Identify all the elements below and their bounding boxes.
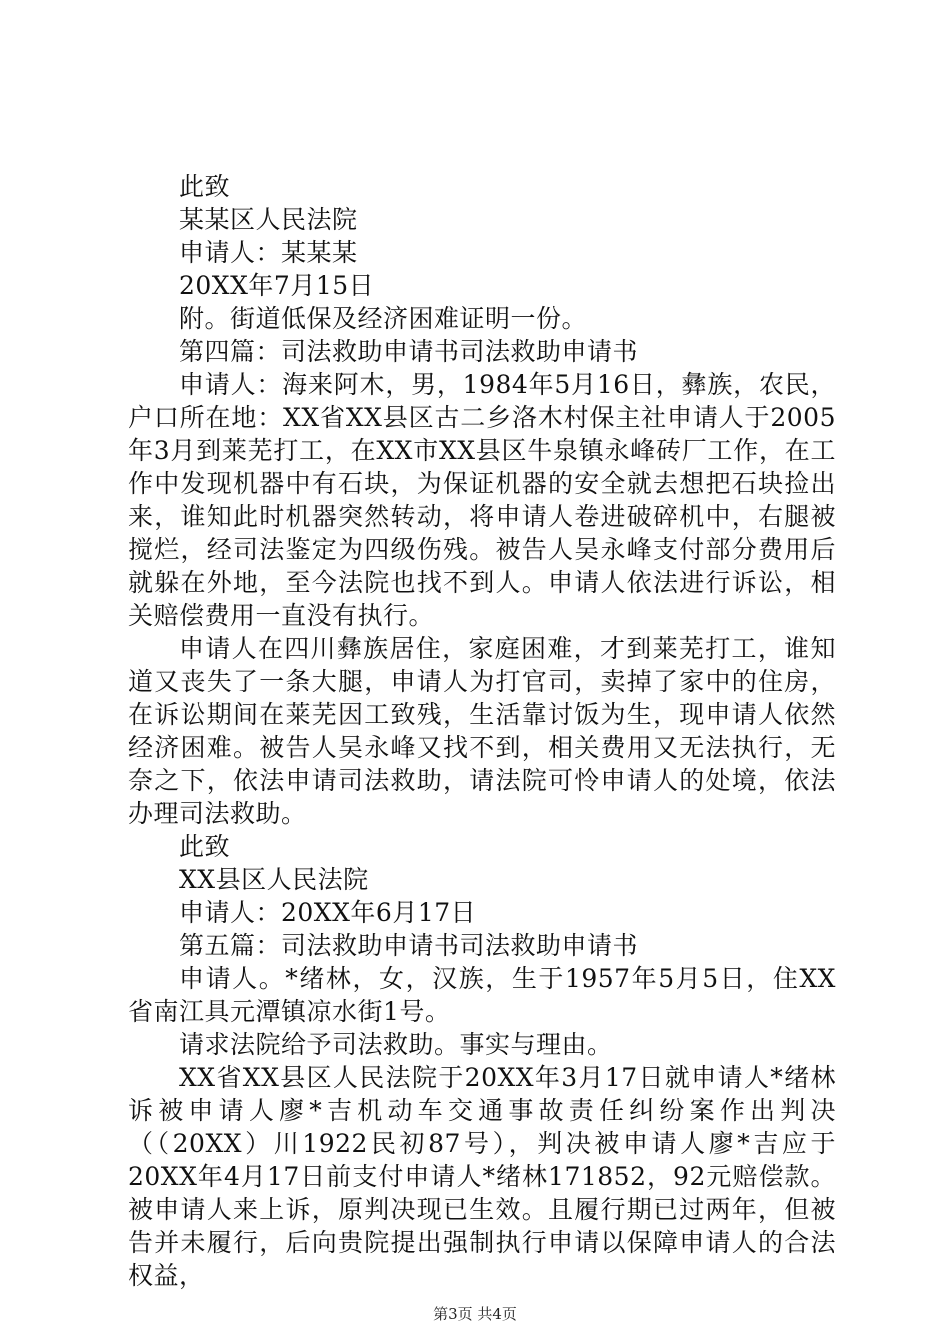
salutation-line: 此致 — [179, 172, 231, 201]
date-line: 20XX年7月15日 — [179, 271, 375, 300]
paragraph-facts-1: 申请人：海来阿木，男，1984年5月16日，彝族，农民，户口所在地：XX省XX县区古二乡洛木村保主社申请人于2005年3月到莱芜打工，在XX市XX县区牛泉镇永峰砖厂工作，在工作中发现机器中有石块，为保证机器的安全就去想把石块捡出来，谁知此时机器突然转动，将申请人卷进破碎机中，右腿被搅烂，经司法鉴定为四级伤残。被告人吴永峰支付部分费用后就躲在外地，至今法院也找不到人。申请人依法进行诉讼，相关赔偿费用一直没有执行。 — [128, 370, 836, 630]
court-name-line-2: XX县区人民法院 — [179, 865, 369, 894]
document-body — [128, 170, 836, 1292]
salutation-line-2: 此致 — [179, 832, 231, 861]
paragraph-judgment: XX省XX县区人民法院于20XX年3月17日就申请人*绪林诉被申请人廖*吉机动车交通事故责任纠纷案作出判决（（20XX）川1922民初87号），判决被申请人廖*吉应于20XX年4月17日前支付申请人*绪林171852，92元赔偿款。被申请人来上诉，原判决现已生效。且履行期已过两年，但被告并未履行，后向贵院提出强制执行申请以保障申请人的合法权益， — [128, 1063, 836, 1290]
paragraph-facts-2: 申请人在四川彝族居住，家庭困难，才到莱芜打工，谁知道又丧失了一条大腿，申请人为打官司，卖掉了家中的住房，在诉讼期间在莱芜因工致残，生活靠讨饭为生，现申请人依然经济困难。被告人吴永峰又找不到，相关费用又无法执行，无奈之下，依法申请司法救助，请法院可怜申请人的处境，依法办理司法救助。 — [128, 634, 836, 828]
paragraph-applicant-info: 申请人。*绪林，女，汉族，生于1957年5月5日，住XX省南江具元潭镇凉水街1号。 — [128, 964, 836, 1026]
page-footer — [0, 1305, 950, 1323]
section-heading-4: 第四篇：司法救助申请书司法救助申请书 — [179, 337, 639, 366]
request-line: 请求法院给予司法救助。事实与理由。 — [179, 1030, 613, 1059]
applicant-line: 申请人：某某某 — [179, 238, 358, 267]
court-name-line: 某某区人民法院 — [179, 205, 358, 234]
section-heading-5: 第五篇：司法救助申请书司法救助申请书 — [179, 931, 639, 960]
attachment-line: 附。街道低保及经济困难证明一份。 — [179, 304, 588, 333]
applicant-date-line: 申请人：20XX年6月17日 — [179, 898, 477, 927]
page-number: 第3页 共4页 — [433, 1305, 517, 1323]
